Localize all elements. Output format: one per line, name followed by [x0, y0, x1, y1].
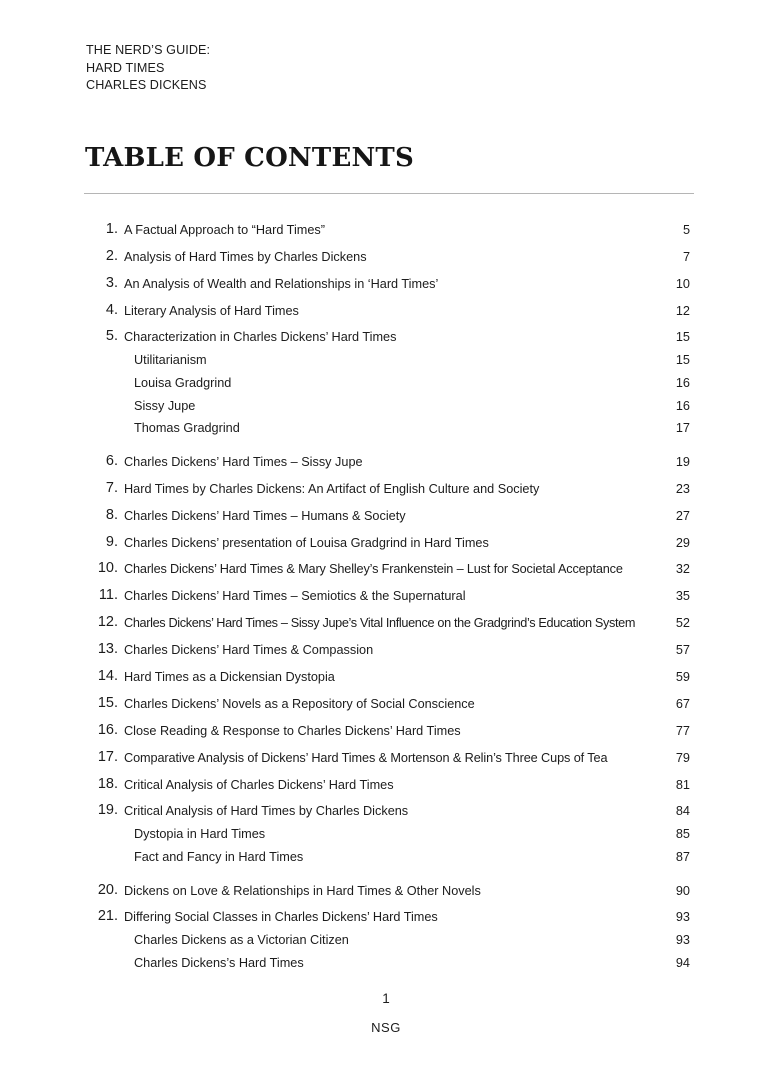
toc-entry-number: 13. — [97, 641, 118, 657]
toc-entry[interactable] — [0, 639, 772, 659]
toc-entry-number: 1. — [105, 221, 118, 237]
toc-entry-number: 2. — [105, 248, 118, 264]
toc-entry-number: 9. — [105, 534, 118, 550]
toc-entry[interactable] — [0, 505, 772, 525]
toc-subentry-page: 93 — [675, 933, 690, 947]
toc-entry-title: Critical Analysis of Hard Times by Charles Dickens — [124, 804, 409, 818]
toc-entry-page: 84 — [675, 804, 690, 818]
toc-entry-number: 19. — [97, 802, 118, 818]
toc-entry[interactable] — [0, 326, 772, 346]
toc-entry-title: Charles Dickens’ Hard Times & Compassion — [124, 643, 374, 657]
toc-entry[interactable] — [0, 693, 772, 713]
toc-entry-title: Comparative Analysis of Dickens’ Hard Times & Mortenson & Relin’s Three Cups of Tea — [124, 751, 608, 765]
toc-entry-number: 21. — [97, 908, 118, 924]
header-line-2: HARD TIMES — [86, 60, 165, 75]
toc-entry-page: 23 — [675, 482, 690, 496]
toc-subentry[interactable] — [0, 929, 772, 949]
toc-entry-number: 15. — [97, 695, 118, 711]
toc-entry[interactable] — [0, 906, 772, 926]
toc-entry-number: 18. — [97, 776, 118, 792]
toc-entry-page: 90 — [675, 884, 690, 898]
toc-subentry-page: 16 — [675, 399, 690, 413]
toc-entry-page: 93 — [675, 910, 690, 924]
toc-entry-page: 79 — [675, 751, 690, 765]
page-title: TABLE OF CONTENTS — [85, 143, 414, 173]
toc-entry-page: 27 — [675, 509, 690, 523]
toc-entry-title: Differing Social Classes in Charles Dickens’ Hard Times — [124, 910, 438, 924]
toc-entry-title: Charles Dickens’ Hard Times & Mary Shelley’s Frankenstein – Lust for Societal Acceptance — [124, 562, 623, 576]
toc-entry-number: 8. — [105, 507, 118, 523]
toc-entry[interactable] — [0, 478, 772, 498]
toc-entry-page: 12 — [675, 304, 690, 318]
toc-subentry-title: Louisa Gradgrind — [134, 376, 232, 390]
title-divider — [84, 193, 694, 194]
toc-entry-title: A Factual Approach to “Hard Times” — [124, 223, 325, 237]
toc-entry[interactable] — [0, 246, 772, 266]
toc-entry-page: 67 — [675, 697, 690, 711]
document-header — [86, 42, 210, 95]
toc-entry-title: Characterization in Charles Dickens’ Hard Times — [124, 330, 397, 344]
toc-entry-number: 20. — [97, 882, 118, 898]
toc-entry-title: Hard Times by Charles Dickens: An Artifact of English Culture and Society — [124, 482, 540, 496]
toc-entry-number: 10. — [97, 560, 118, 576]
toc-entry[interactable] — [0, 532, 772, 552]
toc-entry[interactable] — [0, 880, 772, 900]
toc-entry-page: 57 — [675, 643, 690, 657]
toc-entry[interactable] — [0, 273, 772, 293]
toc-entry-number: 12. — [97, 614, 118, 630]
toc-entry[interactable] — [0, 300, 772, 320]
toc-entry-page: 5 — [682, 223, 690, 237]
toc-subentry-page: 94 — [675, 956, 690, 970]
header-line-3: CHARLES DICKENS — [86, 78, 207, 92]
toc-entry-title: Charles Dickens’ Hard Times – Sissy Jupe — [124, 455, 363, 469]
toc-subentry-title: Utilitarianism — [134, 353, 207, 367]
toc-subentry-title: Thomas Gradgrind — [134, 421, 240, 435]
toc-subentry[interactable] — [0, 349, 772, 369]
toc-entry[interactable] — [0, 585, 772, 605]
toc-subentry-page: 15 — [675, 353, 690, 367]
toc-entry-title: An Analysis of Wealth and Relationships in ‘Hard Times’ — [124, 277, 439, 291]
toc-entry-title: Charles Dickens’ Hard Times – Sissy Jupe’s Vital Influence on the Gradgrind’s Education System — [124, 616, 636, 630]
toc-entry[interactable] — [0, 219, 772, 239]
toc-entry-title: Close Reading & Response to Charles Dickens’ Hard Times — [124, 724, 461, 738]
toc-entry-page: 10 — [675, 277, 690, 291]
toc-entry-page: 15 — [675, 330, 690, 344]
toc-subentry-page: 16 — [675, 376, 690, 390]
toc-subentry[interactable] — [0, 395, 772, 415]
toc-entry[interactable] — [0, 774, 772, 794]
toc-entry[interactable] — [0, 666, 772, 686]
toc-subentry-title: Charles Dickens’s Hard Times — [134, 956, 304, 970]
toc-entry-page: 35 — [675, 589, 690, 603]
toc-entry-page: 59 — [675, 670, 690, 684]
toc-subentry-title: Charles Dickens as a Victorian Citizen — [134, 933, 349, 947]
page-number: 1 — [382, 991, 390, 1006]
toc-subentry[interactable] — [0, 823, 772, 843]
header-line-1: THE NERD’S GUIDE: — [86, 43, 211, 57]
toc-subentry-title: Sissy Jupe — [134, 399, 196, 413]
toc-entry-page: 29 — [675, 536, 690, 550]
toc-entry[interactable] — [0, 612, 772, 632]
toc-entry-page: 77 — [675, 724, 690, 738]
toc-subentry[interactable] — [0, 952, 772, 972]
toc-entry-title: Charles Dickens’ Hard Times – Semiotics & the Supernatural — [124, 589, 466, 603]
toc-entry[interactable] — [0, 800, 772, 820]
toc-entry-page: 81 — [675, 778, 690, 792]
toc-entry-page: 19 — [675, 455, 690, 469]
toc-subentry[interactable] — [0, 372, 772, 392]
toc-entry-number: 7. — [105, 480, 118, 496]
toc-entry[interactable] — [0, 451, 772, 471]
toc-entry-number: 4. — [105, 302, 118, 318]
toc-entry-title: Charles Dickens’ Hard Times – Humans & Society — [124, 509, 406, 523]
toc-entry[interactable] — [0, 747, 772, 767]
toc-entry-number: 14. — [97, 668, 118, 684]
toc-entry-page: 7 — [682, 250, 690, 264]
toc-entry-number: 6. — [105, 453, 118, 469]
toc-entry-title: Literary Analysis of Hard Times — [124, 304, 299, 318]
toc-entry-number: 5. — [105, 328, 118, 344]
toc-subentry-page: 87 — [675, 850, 690, 864]
toc-subentry-title: Fact and Fancy in Hard Times — [134, 850, 304, 864]
toc-subentry[interactable] — [0, 417, 772, 437]
toc-entry-title: Charles Dickens’ Novels as a Repository of Social Conscience — [124, 697, 475, 711]
toc-entry-title: Analysis of Hard Times by Charles Dickens — [124, 250, 367, 264]
toc-subentry-page: 17 — [675, 421, 690, 435]
toc-entry-page: 52 — [675, 616, 690, 630]
toc-subentry-title: Dystopia in Hard Times — [134, 827, 266, 841]
footer-label: NSG — [371, 1020, 401, 1035]
toc-entry[interactable] — [0, 720, 772, 740]
toc-entry-title: Critical Analysis of Charles Dickens’ Hard Times — [124, 778, 394, 792]
toc-entry-title: Dickens on Love & Relationships in Hard Times & Other Novels — [124, 884, 481, 898]
toc-entry-number: 3. — [105, 275, 118, 291]
toc-entry-title: Charles Dickens’ presentation of Louisa Gradgrind in Hard Times — [124, 536, 489, 550]
toc-entry-number: 17. — [97, 749, 118, 765]
toc-entry-number: 11. — [98, 587, 118, 603]
toc-entry-page: 32 — [675, 562, 690, 576]
toc-entry[interactable] — [0, 558, 772, 578]
toc-entry-number: 16. — [97, 722, 118, 738]
toc-subentry[interactable] — [0, 846, 772, 866]
toc-entry-title: Hard Times as a Dickensian Dystopia — [124, 670, 335, 684]
toc-subentry-page: 85 — [675, 827, 690, 841]
